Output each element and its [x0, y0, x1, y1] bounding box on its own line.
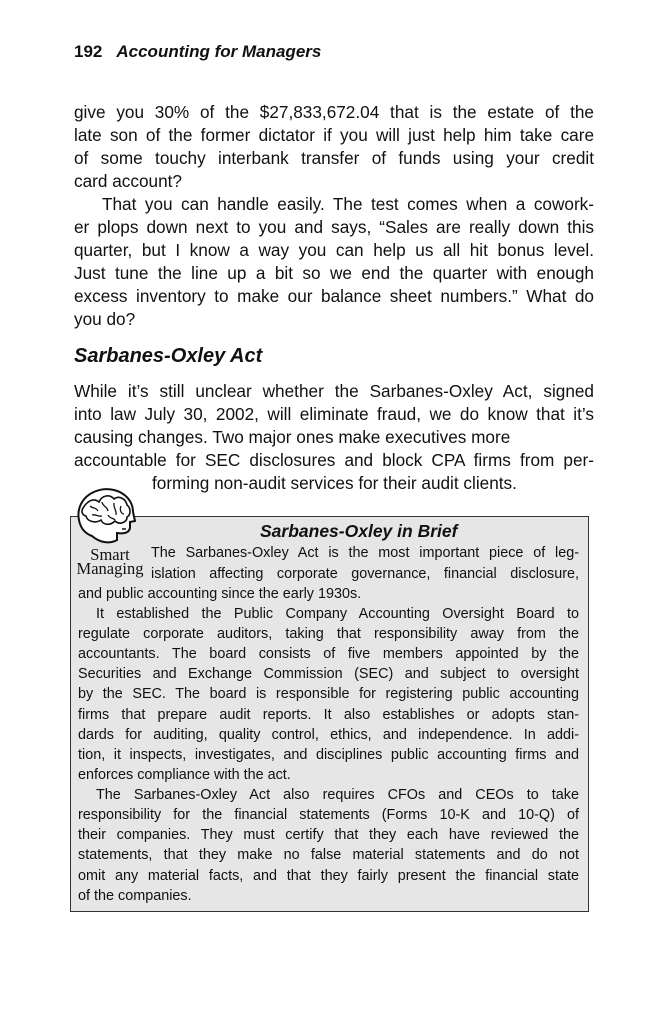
section-line: accountable for SEC disclosures and block CPA firms from per-	[74, 450, 594, 470]
section-heading: Sarbanes-Oxley Act	[74, 345, 263, 367]
sidebar-line: accountants. The board consists of five members appointed by the	[78, 646, 579, 662]
brain-head-icon	[72, 484, 138, 546]
sidebar-line: Securities and Exchange Commission (SEC) and subject to oversight	[78, 666, 579, 682]
sidebar-line: responsibility for the financial statements (Forms 10-K and 10-Q) of	[78, 807, 579, 823]
sidebar-line: firms that prepare audit reports. It also establishes or adopts stan-	[78, 707, 579, 723]
sidebar-line: islation affecting corporate governance, financial disclosure,	[151, 566, 579, 582]
intro-line: give you 30% of the $27,833,672.04 that is the estate of the	[74, 102, 594, 122]
logo-label-managing: Managing	[76, 559, 144, 578]
section-line: into law July 30, 2002, will eliminate fraud, we do know that it’s	[74, 404, 594, 424]
sidebar-line: It established the Public Company Accounting Oversight Board to	[96, 606, 579, 622]
sidebar-line: of the companies.	[78, 888, 192, 904]
sidebar-title: Sarbanes-Oxley in Brief	[260, 521, 458, 541]
intro-line: you do?	[74, 309, 136, 329]
intro-line: excess inventory to make our balance sheet numbers.” What do	[74, 286, 594, 306]
sidebar-line: omit any material facts, and that they fairly present the financial state	[78, 868, 579, 884]
intro-line: of some touchy interbank transfer of funds using your credit	[74, 148, 594, 168]
running-header	[74, 42, 321, 62]
sidebar-line: their companies. They must certify that they each have reviewed the	[78, 827, 579, 843]
intro-line: quarter, but I know a way you can help us all hit bonus level.	[74, 240, 594, 260]
section-line: causing changes. Two major ones make executives more	[74, 427, 511, 447]
intro-line: Just tune the line up a bit so we end the quarter with enough	[74, 263, 594, 283]
section-line: forming non-audit services for their audit clients.	[152, 473, 517, 493]
section-line: While it’s still unclear whether the Sarbanes-Oxley Act, signed	[74, 381, 594, 401]
sidebar-line: and public accounting since the early 1930s.	[78, 586, 362, 602]
sidebar-line: enforces compliance with the act.	[78, 767, 291, 783]
sidebar-line: tion, it inspects, investigates, and disciplines public accounting firms and	[78, 747, 579, 763]
intro-line: card account?	[74, 171, 182, 191]
intro-line: late son of the former dictator if you will just help him take care	[74, 125, 594, 145]
page-number: 192	[74, 42, 103, 61]
logo-label-smart: Smart	[90, 545, 130, 564]
sidebar-line: The Sarbanes-Oxley Act also requires CFOs and CEOs to take	[96, 787, 579, 803]
sidebar-line: statements, that they make no false material statements and do not	[78, 847, 579, 863]
sidebar-line: The Sarbanes-Oxley Act is the most important piece of leg-	[151, 545, 579, 561]
sidebar-line: by the SEC. The board is responsible for registering public accounting	[78, 686, 579, 702]
intro-line: er plops down next to you and says, “Sales are really down this	[74, 217, 594, 237]
intro-line: That you can handle easily. The test comes when a cowork-	[102, 194, 594, 214]
book-title: Accounting for Managers	[116, 42, 322, 61]
sidebar-line: regulate corporate auditors, taking that responsibility away from the	[78, 626, 579, 642]
sidebar-line: dards for auditing, quality control, ethics, and independence. In addi-	[78, 727, 579, 743]
